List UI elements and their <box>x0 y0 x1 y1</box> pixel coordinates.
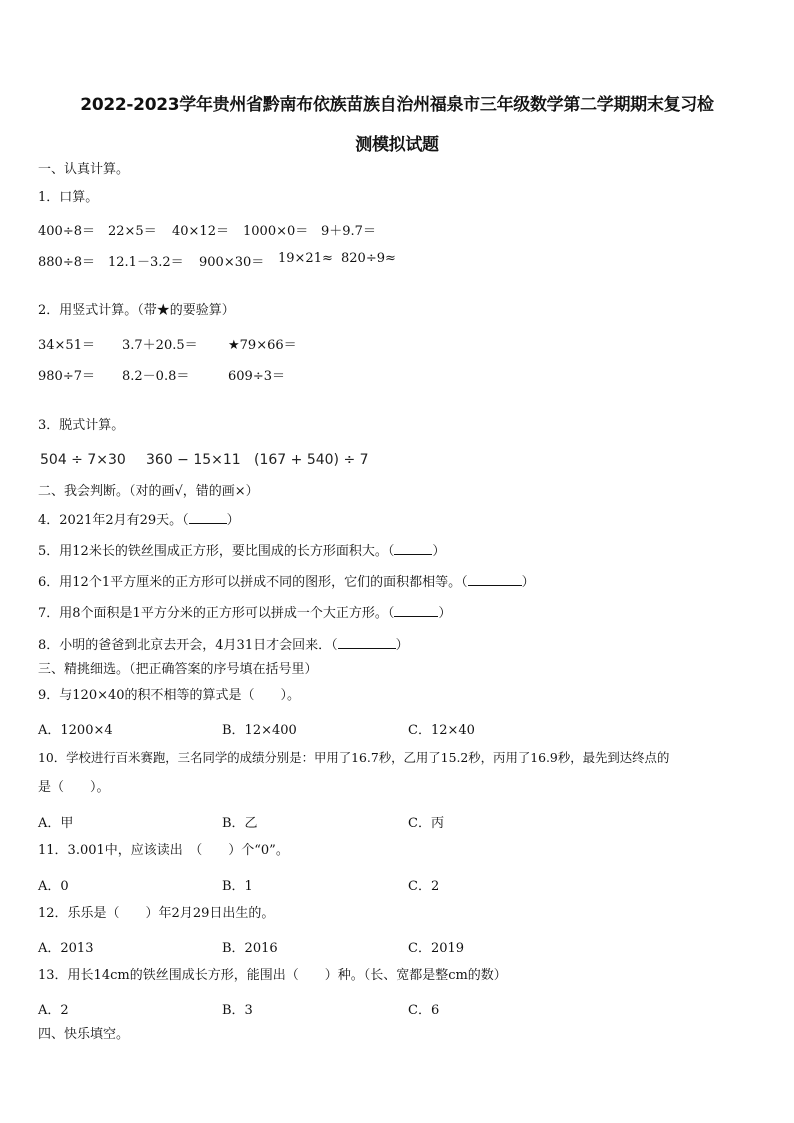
q1-item: 1000×0＝ <box>243 224 309 239</box>
judge-text: 7．用8个面积是1平方分米的正方形可以拼成一个大正方形。（ <box>38 606 395 621</box>
q1-label: 1．口算。 <box>38 190 99 205</box>
q3-expr-3: (167 + 540) ÷ 7 <box>254 452 369 468</box>
section1-heading: 一、认真计算。 <box>38 162 130 177</box>
q12-stem: 12．乐乐是（ ）年2月29日出生的。 <box>38 906 275 921</box>
answer-blank[interactable] <box>394 604 438 617</box>
judge-item-5 <box>38 542 445 560</box>
judge-item-7 <box>38 604 451 622</box>
option-a[interactable]: A．0 <box>38 879 69 894</box>
page-title-line2: 测模拟试题 <box>355 135 439 155</box>
q1-item: 12.1－3.2＝ <box>108 255 184 270</box>
option-c[interactable]: C．12×40 <box>408 723 475 738</box>
option-a[interactable]: A．2 <box>38 1003 69 1018</box>
judge-item-6 <box>38 573 535 591</box>
judge-text: 8．小明的爸爸到北京去开会，4月31日才会回来．（ <box>38 638 338 653</box>
option-b[interactable]: B．1 <box>222 879 253 894</box>
section3-heading: 三、精挑细选。（把正确答案的序号填在括号里） <box>38 662 318 677</box>
q3-expr-1: 504 ÷ 7×30 <box>40 452 126 468</box>
section2-heading: 二、我会判断。（对的画√，错的画×） <box>38 484 259 499</box>
judge-end: ） <box>521 575 535 590</box>
q2-item: 8.2－0.8＝ <box>122 369 190 384</box>
q1-item: 19×21≈ <box>278 251 333 266</box>
option-b[interactable]: B．3 <box>222 1003 253 1018</box>
q11-stem: 11．3.001中，应该读出 （ ）个“0”。 <box>38 843 289 858</box>
judge-item-4 <box>38 511 240 529</box>
q1-item: 400÷8＝ <box>38 224 95 239</box>
judge-end: ） <box>395 638 409 653</box>
judge-end: ） <box>438 606 452 621</box>
q2-item: 3.7＋20.5＝ <box>122 338 198 353</box>
q13-stem: 13．用长14cm的铁丝围成长方形，能围出（ ）种。（长、宽都是整cm的数） <box>38 968 507 983</box>
option-b[interactable]: B．2016 <box>222 941 278 956</box>
q2-item: ★79×66＝ <box>228 338 297 353</box>
option-a[interactable]: A．甲 <box>38 816 74 831</box>
q3-expr-2: 360 − 15×11 <box>146 452 241 468</box>
q1-item: 900×30＝ <box>199 255 265 270</box>
answer-blank[interactable] <box>189 511 227 524</box>
option-c[interactable]: C．丙 <box>408 816 444 831</box>
q1-item: 880÷8＝ <box>38 255 95 270</box>
q2-item: 980÷7＝ <box>38 369 95 384</box>
q10-stem-cont: 是（ ）。 <box>38 780 110 795</box>
q1-item: 9＋9.7＝ <box>321 224 376 239</box>
answer-blank[interactable] <box>394 542 432 555</box>
q1-item: 820÷9≈ <box>341 251 396 266</box>
q1-item: 40×12＝ <box>172 224 229 239</box>
q2-item: 609÷3＝ <box>228 369 285 384</box>
q1-item: 22×5＝ <box>108 224 157 239</box>
answer-blank[interactable] <box>468 573 522 586</box>
option-b[interactable]: B．12×400 <box>222 723 297 738</box>
q9-stem: 9．与120×40的积不相等的算式是（ ）。 <box>38 688 301 703</box>
judge-text: 4．2021年2月有29天。（ <box>38 513 189 528</box>
q2-label: 2．用竖式计算。（带★的要验算） <box>38 303 235 318</box>
judge-item-8 <box>38 636 409 654</box>
judge-end: ） <box>432 544 446 559</box>
option-c[interactable]: C．2019 <box>408 941 465 956</box>
judge-end: ） <box>226 513 240 528</box>
q10-stem: 10．学校进行百米赛跑，三名同学的成绩分别是：甲用了16.7秒，乙用了15.2秒，丙用了16.9秒，最先到达终点的 <box>38 750 670 765</box>
answer-blank[interactable] <box>338 636 396 649</box>
page-title-line1: 2022-2023学年贵州省黔南布依族苗族自治州福泉市三年级数学第二学期期末复习检 <box>80 95 714 115</box>
section4-heading: 四、快乐填空。 <box>38 1027 130 1042</box>
option-a[interactable]: A．1200×4 <box>38 723 113 738</box>
judge-text: 5．用12米长的铁丝围成正方形，要比围成的长方形面积大。（ <box>38 544 395 559</box>
judge-text: 6．用12个1平方厘米的正方形可以拼成不同的图形，它们的面积都相等。（ <box>38 575 468 590</box>
option-b[interactable]: B．乙 <box>222 816 258 831</box>
q2-item: 34×51＝ <box>38 338 95 353</box>
option-c[interactable]: C．2 <box>408 879 440 894</box>
q3-label: 3．脱式计算。 <box>38 418 125 433</box>
option-a[interactable]: A．2013 <box>38 941 94 956</box>
option-c[interactable]: C．6 <box>408 1003 440 1018</box>
